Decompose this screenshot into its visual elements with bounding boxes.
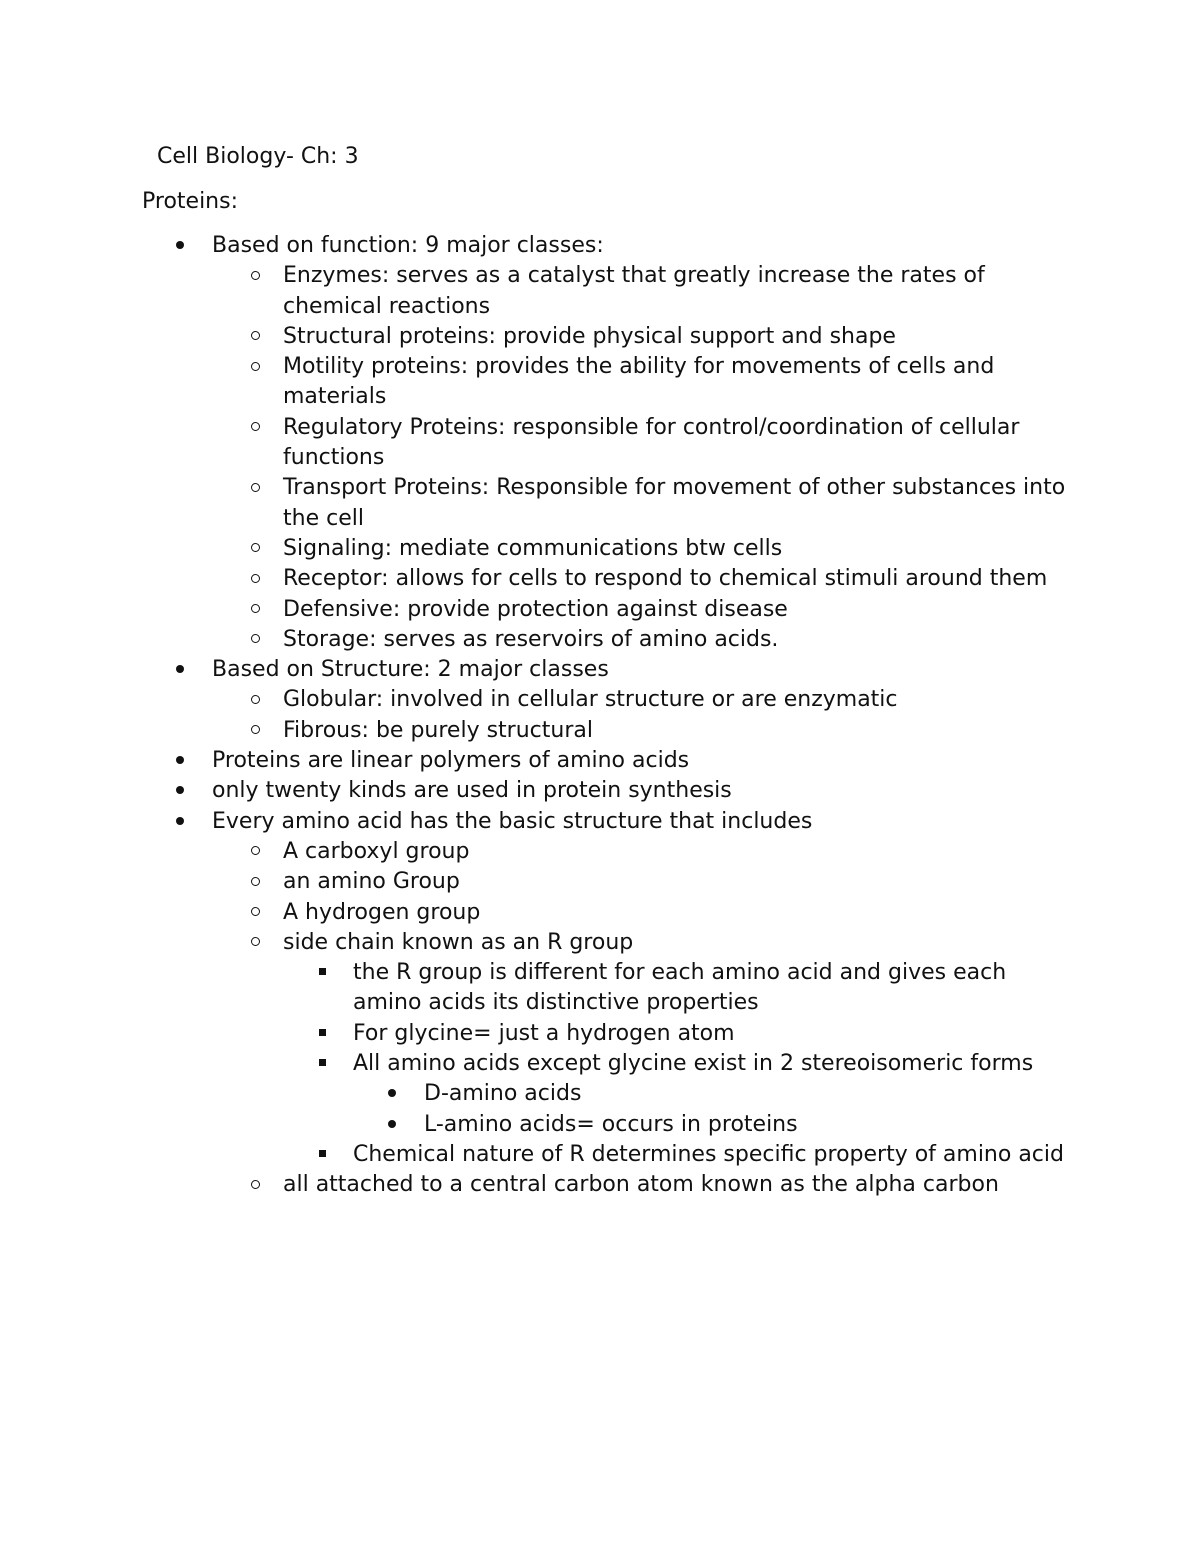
list-item-text: Receptor: allows for cells to respond to chemical stimuli around them [283, 566, 1048, 592]
list-item [0, 837, 1075, 867]
bullet-icon [380, 1110, 404, 1140]
list-item [0, 928, 1075, 958]
list-item-text: L-amino acids= occurs in proteins [424, 1111, 798, 1137]
list-item-text: Fibrous: be purely structural [283, 717, 593, 743]
list-item [0, 231, 1080, 261]
list-item-text: Based on function: 9 major classes: [212, 233, 604, 258]
bullet-icon [243, 685, 267, 715]
list-item [0, 898, 1075, 928]
list-item-text: the R group is different for each amino acid and gives each amino acids its distinctive properties [353, 960, 1007, 1016]
list-item [0, 534, 1075, 564]
list-item [0, 261, 1075, 322]
list-item [0, 1049, 1075, 1079]
list-item-text: Based on Structure: 2 major classes [212, 657, 609, 683]
bullet-icon [243, 716, 267, 746]
list-item-text: side chain known as an R group [283, 929, 634, 955]
list-item-text: A hydrogen group [283, 899, 481, 925]
list-item [0, 1140, 1075, 1170]
bullet-icon [243, 837, 267, 867]
list-item-text: Signaling: mediate communications btw cells [283, 535, 783, 561]
bullet-icon [243, 564, 267, 594]
bullet-icon [243, 1170, 267, 1200]
bullet-icon [243, 534, 267, 564]
bullet-icon [243, 898, 267, 928]
list-item-text: Transport Proteins: Responsible for movement of other substances into the cell [283, 475, 1066, 531]
list-item-text: Regulatory Proteins: responsible for control/coordination of cellular functions [283, 414, 1020, 471]
bullet-icon [243, 928, 267, 958]
list-item [0, 776, 1080, 806]
list-item [0, 473, 1075, 534]
list-item-text: an amino Group [283, 869, 460, 895]
bullet-icon [168, 776, 192, 806]
list-item-text: Proteins are linear polymers of amino acids [212, 748, 690, 774]
bullet-icon [243, 595, 267, 625]
list-item-text: D-amino acids [424, 1081, 582, 1107]
list-item-text: all attached to a central carbon atom known as the alpha carbon [283, 1172, 999, 1198]
section-heading: Proteins: [142, 189, 238, 214]
bullet-icon [380, 1079, 404, 1109]
list-item [0, 625, 1075, 655]
list-item-text: Enzymes: serves as a catalyst that greatly increase the rates of chemical reactions [283, 263, 985, 319]
list-item [0, 958, 1075, 1019]
list-item-text: For glycine= just a hydrogen atom [353, 1020, 735, 1046]
bullet-icon [243, 352, 267, 382]
bullet-icon [310, 1049, 334, 1079]
bullet-icon [243, 261, 267, 291]
bullet-icon [168, 231, 192, 261]
list-item [0, 352, 1075, 413]
bullet-icon [243, 322, 267, 352]
list-item-text: Chemical nature of R determines specific property of amino acid [353, 1141, 1064, 1167]
bullet-icon [243, 625, 267, 655]
list-item [0, 867, 1075, 897]
list-item-text: Structural proteins: provide physical support and shape [283, 323, 896, 349]
document-title: Cell Biology- Ch: 3 [157, 144, 359, 169]
list-item [0, 685, 1075, 715]
list-item-text: Every amino acid has the basic structure that includes [212, 808, 813, 834]
list-item [0, 322, 1075, 352]
bullet-icon [310, 1140, 334, 1170]
list-item [0, 746, 1080, 776]
list-item [0, 1079, 1075, 1109]
bullet-icon [310, 1019, 334, 1049]
list-item [0, 807, 1080, 837]
list-item-text: only twenty kinds are used in protein synthesis [212, 778, 732, 804]
bullet-icon [310, 958, 334, 988]
bullet-icon [168, 746, 192, 776]
list-item [0, 655, 1080, 685]
list-item [0, 1170, 1075, 1200]
list-item-text: Globular: involved in cellular structure or are enzymatic [283, 687, 898, 713]
bullet-icon [168, 655, 192, 685]
list-item-text: Motility proteins: provides the ability for movements of cells and materials [283, 354, 995, 410]
list-item-text: Defensive: provide protection against disease [283, 596, 788, 622]
bullet-outline [0, 231, 1200, 1201]
list-item-text: All amino acids except glycine exist in 2 stereoisomeric forms [353, 1051, 1034, 1077]
list-item [0, 564, 1075, 594]
list-item-text: A carboxyl group [283, 838, 470, 864]
bullet-icon [243, 867, 267, 897]
bullet-icon [168, 807, 192, 837]
list-item [0, 1019, 1075, 1049]
list-item-text: Storage: serves as reservoirs of amino acids. [283, 626, 779, 652]
list-item [0, 1110, 1075, 1140]
bullet-icon [243, 413, 267, 443]
list-item [0, 413, 1075, 474]
list-item [0, 716, 1075, 746]
bullet-icon [243, 473, 267, 503]
list-item [0, 595, 1075, 625]
